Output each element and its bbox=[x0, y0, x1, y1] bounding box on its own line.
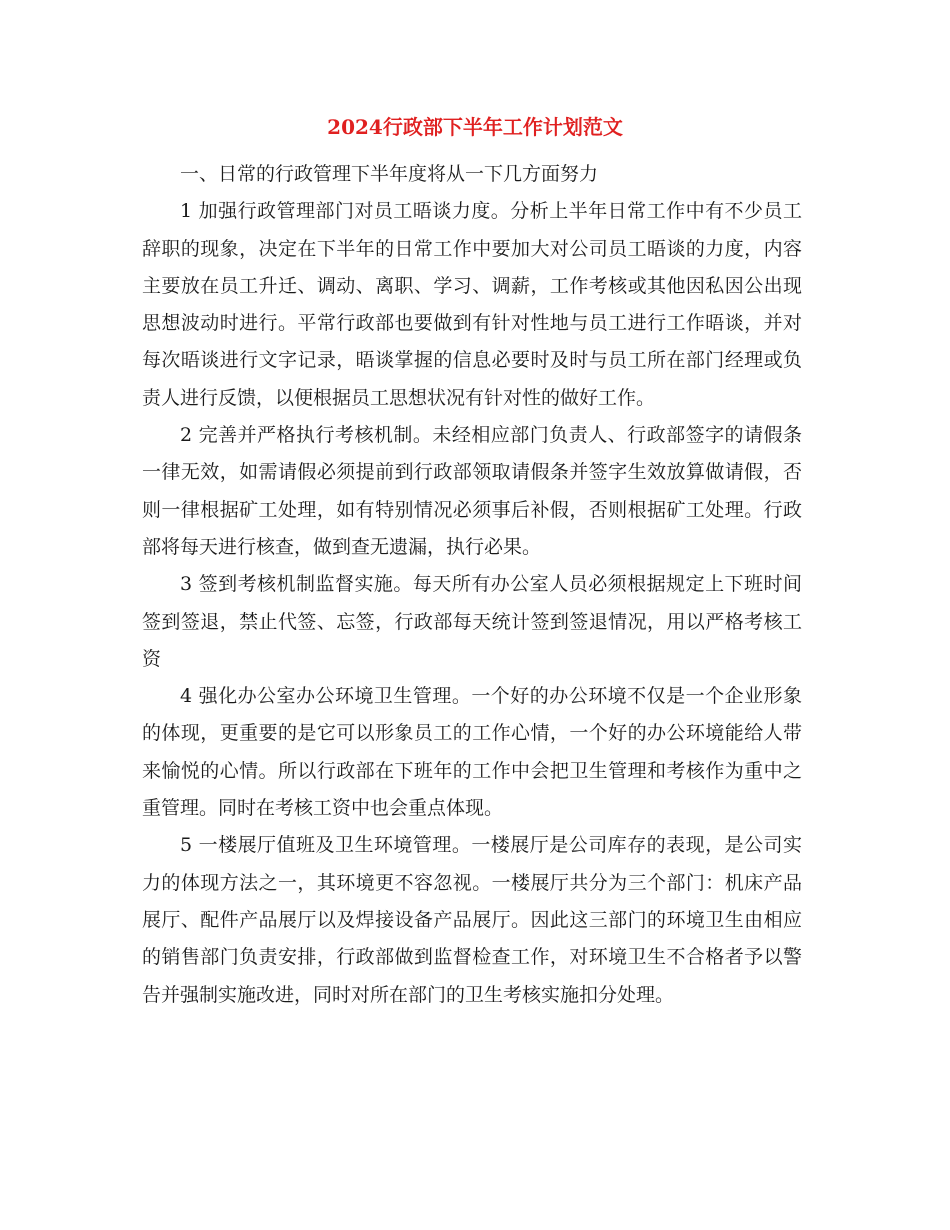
document-title: 2024行政部下半年工作计划范文 bbox=[327, 115, 623, 139]
paragraph-4: 4 强化办公室办公环境卫生管理。一个好的办公环境不仅是一个企业形象的体现，更重要的是它可以形象员工的工作心情，一个好的办公环境能给人带来愉悦的心情。所以行政部在下班年的工作中会把卫生管理和考核作为重中之重管理。同时在考核工资中也会重点体现。 bbox=[142, 685, 802, 820]
paragraph-2: 2 完善并严格执行考核机制。未经相应部门负责人、行政部签字的请假条一律无效，如需请假必须提前到行政部领取请假条并签字生效放算做请假，否则一律根据矿工处理，如有特别情况必须事后补假，否则根据矿工处理。行政部将每天进行核查，做到查无遗漏，执行必果。 bbox=[142, 424, 802, 558]
paragraph-5: 5 一楼展厅值班及卫生环境管理。一楼展厅是公司库存的表现，是公司实力的体现方法之一，其环境更不容忽视。一楼展厅共分为三个部门：机床产品展厅、配件产品展厅以及焊接设备产品展厅。因此这三部门的环境卫生由相应的销售部门负责安排，行政部做到监督检查工作，对环境卫生不合格者予以警告并强制实施改进，同时对所在部门的卫生考核实施扣分处理。 bbox=[142, 834, 802, 1006]
paragraph-3: 3 签到考核机制监督实施。每天所有办公室人员必须根据规定上下班时间签到签退，禁止代签、忘签，行政部每天统计签到签退情况，用以严格考核工资 bbox=[142, 573, 802, 670]
paragraph-1: 1 加强行政管理部门对员工晤谈力度。分析上半年日常工作中有不少员工辞职的现象，决定在下半年的日常工作中要加大对公司员工晤谈的力度，内容主要放在员工升迁、调动、离职、学习、调薪，工作考核或其他因私因公出现思想波动时进行。平常行政部也要做到有针对性地与员工进行工作晤谈，并对每次晤谈进行文字记录，晤谈掌握的信息必要时及时与员工所在部门经理或负责人进行反馈，以便根据员工思想状况有针对性的做好工作。 bbox=[142, 200, 802, 409]
section-heading: 一、日常的行政管理下半年度将从一下几方面努力 bbox=[180, 163, 599, 185]
document-body bbox=[142, 156, 802, 1014]
